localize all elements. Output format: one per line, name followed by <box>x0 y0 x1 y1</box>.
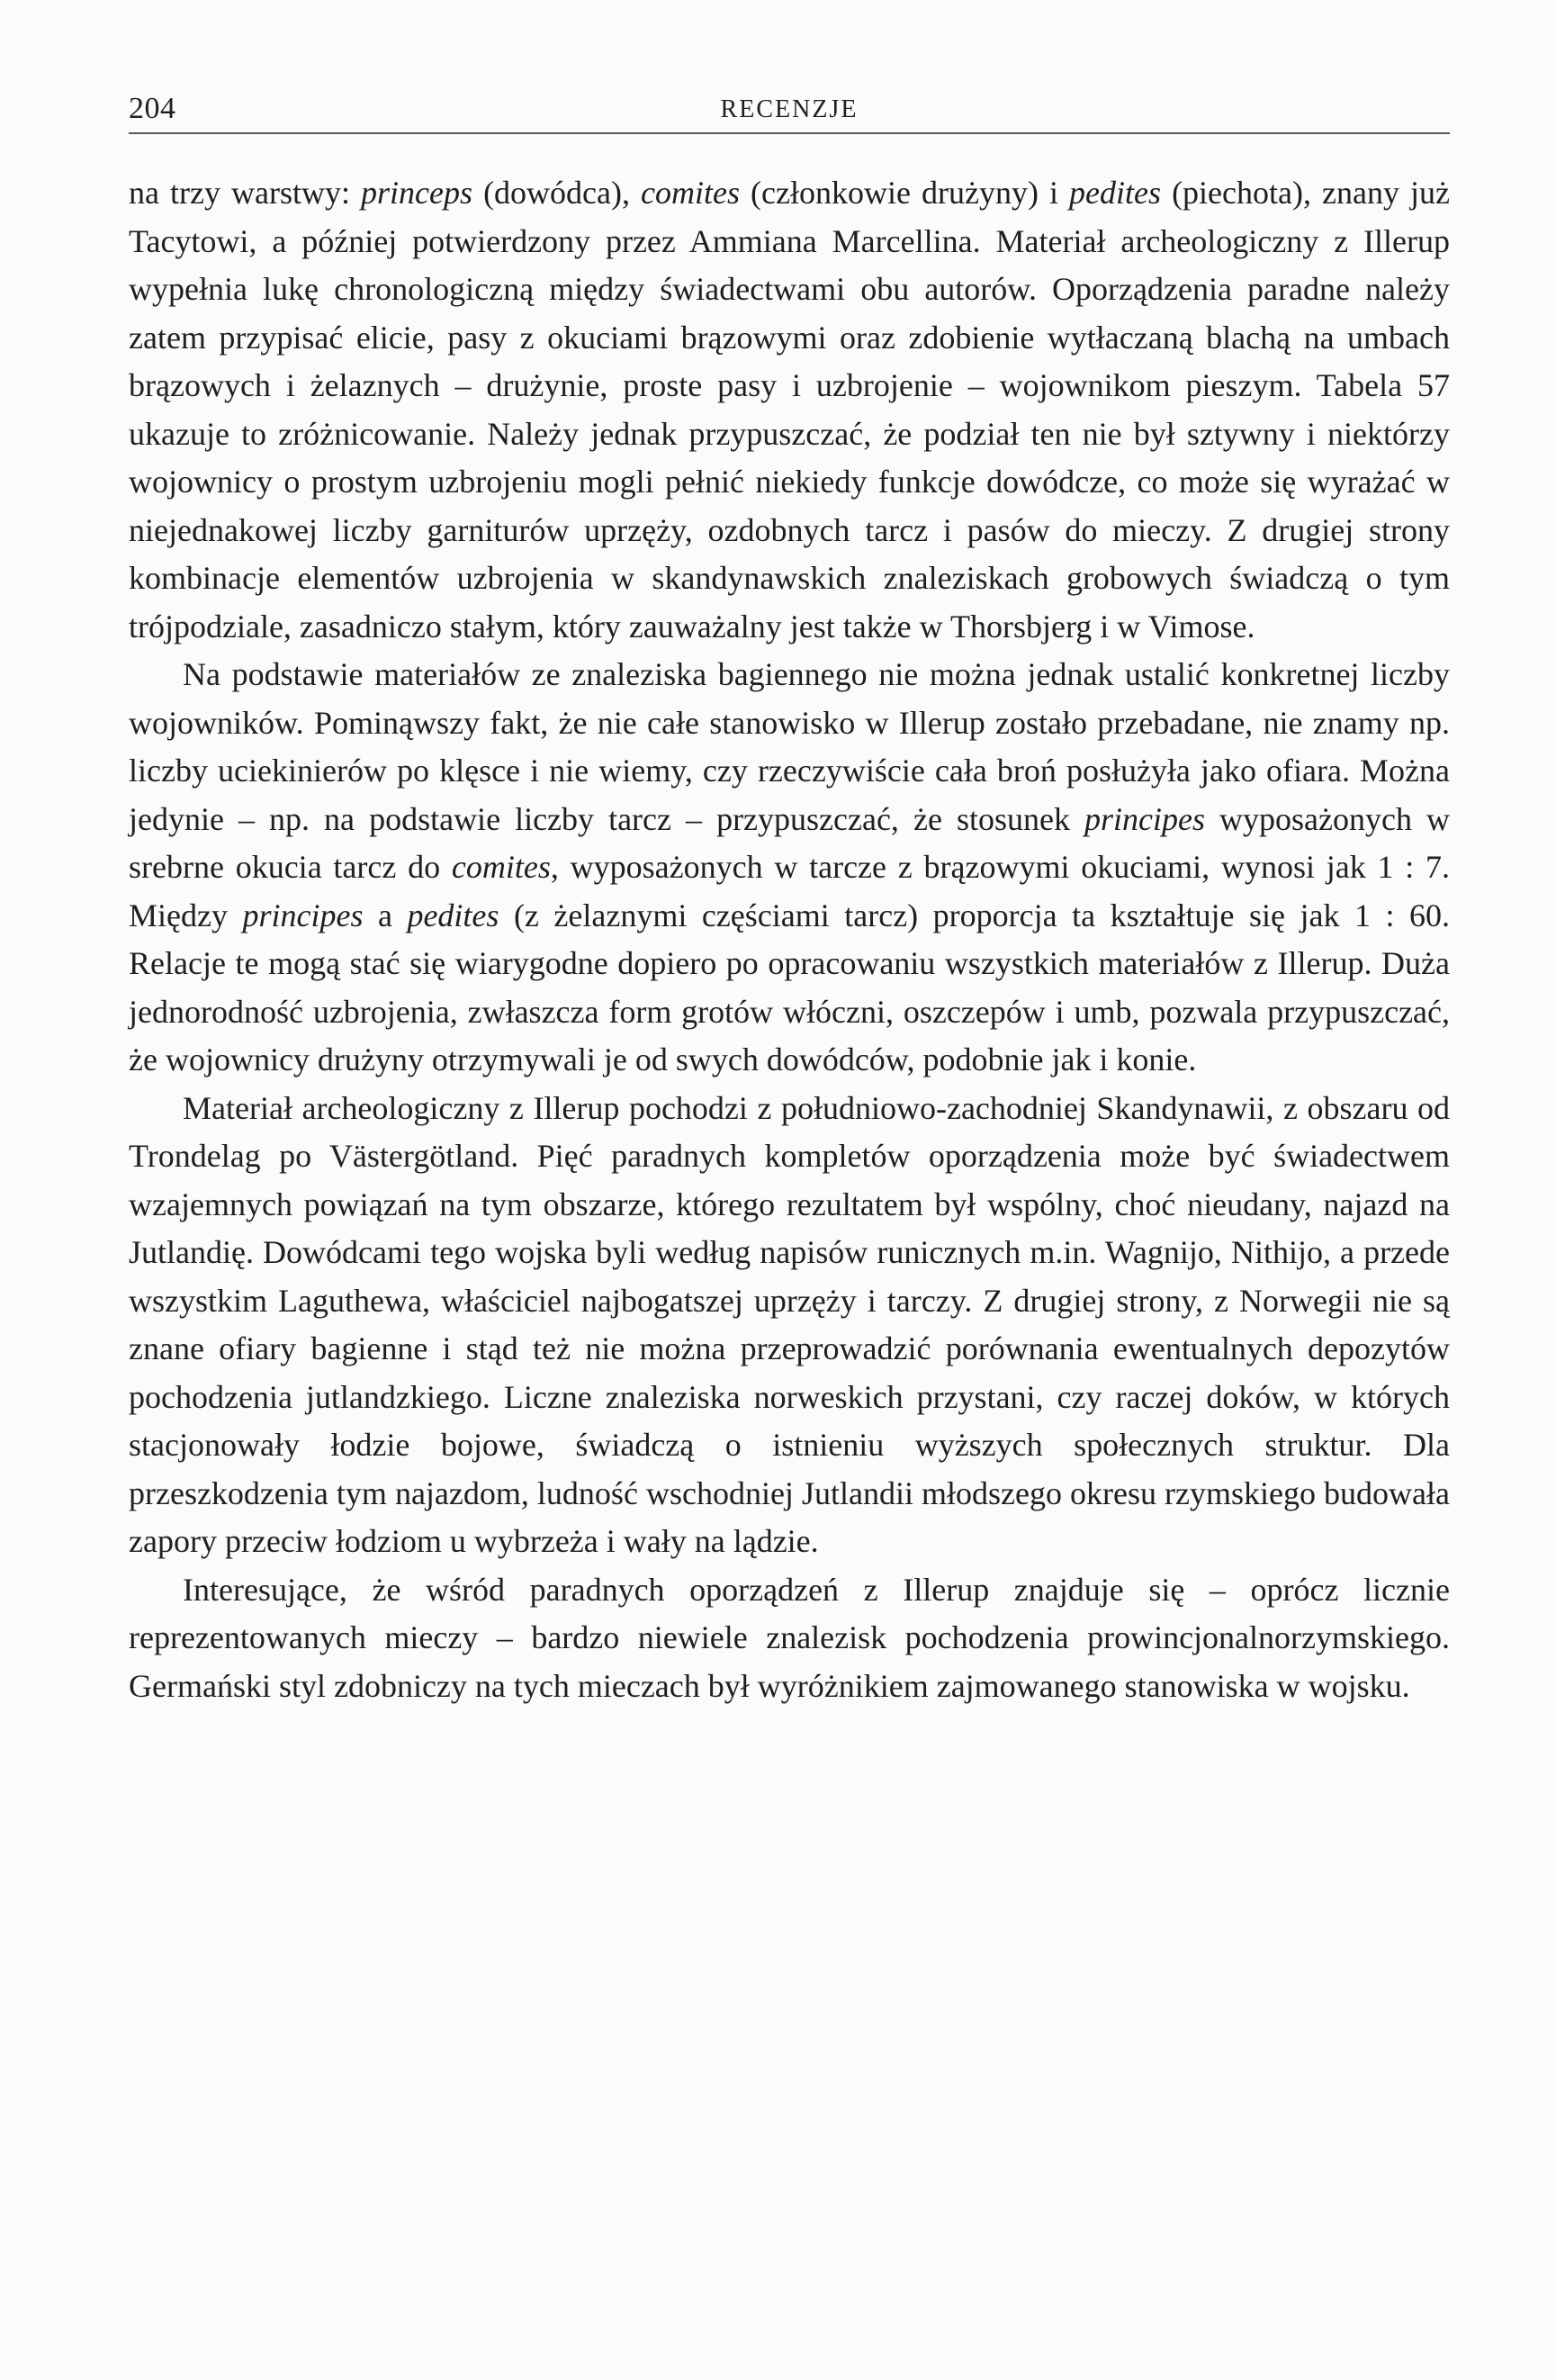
italic-term: pedites <box>407 897 499 933</box>
text-run: Materiał archeologiczny z Illerup pochodzi z południowo-zachodniej Skandynawii, z obszaru od Trondelag po Västergötland. Pięć paradnych kompletów oporządzenia może być świadectwem wzajemnych powiązań na tym obszarze, którego rezultatem był wspólny, choć nieudany, najazd na Jutlandię. Dowódcami tego wojska byli według napisów runicznych m.in. Wagnijo, Nithijo, a przede wszystkim Laguthewa, właściciel najbogatszej uprzęży i tarczy. Z drugiej strony, z Norwegii nie są znane ofiary bagienne i stąd też nie można przeprowadzić porównania ewentualnych depozytów pochodzenia jutlandzkiego. Liczne znaleziska norweskich przystani, czy raczej doków, w których stacjonowały łodzie bojowe, świadczą o istnieniu wyższych społecznych struktur. Dla przeszkodzenia tym najazdom, ludność wschodniej Jutlandii młodszego okresu rzymskiego budowała zapory przeciw łodziom u wybrzeża i wały na lądzie. <box>129 1089 1450 1559</box>
text-run: (z żelaznymi częściami tarcz) proporcja ta kształtuje się jak 1 : 60. Relacje te mogą stać się wiarygodne dopiero po opracowaniu wszystkich materiałów z Illerup. Duża jednorodność uzbrojenia, zwłaszcza form grotów włóczni, oszczepów i umb, pozwala przypuszczać, że wojownicy drużyny otrzymywali je od swych dowódców, podobnie jak i konie. <box>129 897 1451 1077</box>
italic-term: pedites <box>1069 175 1162 211</box>
italic-term: comites <box>451 849 551 885</box>
running-head <box>129 83 1450 133</box>
text-run: na trzy warstwy: <box>129 175 362 211</box>
paragraph-3 <box>129 1085 1450 1566</box>
header-rule <box>129 132 1450 134</box>
text-run: Na podstawie materiałów ze znaleziska bagiennego nie można jednak ustalić konkretnej liczby wojowników. Pominąwszy fakt, że nie całe stanowisko w Illerup zostało przebadane, nie znamy np. liczby uciekinierów po klęsce i nie wiemy, czy rzeczywiście cała broń posłużyła jako ofiara. Można jedynie – np. na podstawie liczby tarcz – przypuszczać, że stosunek <box>129 656 1450 837</box>
paragraph-1 <box>129 169 1450 651</box>
text-run: (piechota), znany już Tacytowi, a później potwierdzony przez Ammiana Marcellina. Materiał archeologiczny z Illerup wypełnia lukę chronologiczną między świadectwami obu autorów. Oporządzenia paradne należy zatem przypisać elicie, pasy z okuciami brązowymi oraz zdobienie wytłaczaną blachą na umbach brązowych i żelaznych – drużynie, proste pasy i uzbrojenie – wojownikom pieszym. Tabela 57 ukazuje to zróżnicowanie. Należy jednak przypuszczać, że podział ten nie był sztywny i niektórzy wojownicy o prostym uzbrojeniu mogli pełnić niekiedy funkcje dowódcze, co może się wyrażać w niejednakowej liczby garniturów uprzęży, ozdobnych tarcz i pasów do mieczy. Z drugiej strony kombinacje elementów uzbrojenia w skandynawskich znaleziskach grobowych świadczą o tym trójpodziale, zasadniczo stałym, który zauważalny jest także w Thorsbjerg i w Vimose. <box>129 175 1450 645</box>
text-run: (członkowie drużyny) i <box>740 175 1070 211</box>
section-title: RECENZJE <box>720 95 859 123</box>
italic-term: princeps <box>361 175 473 211</box>
text-run: , wyposażonych w tarcze z brązowymi okuciami, wynosi jak 1 : 7. Między <box>129 849 1450 933</box>
text-run: wyposażonych w srebrne okucia tarcz do <box>129 800 1450 885</box>
italic-term: comites <box>641 175 741 211</box>
italic-term: principes <box>242 897 364 933</box>
page-number: 204 <box>129 92 176 125</box>
text-run: Interesujące, że wśród paradnych oporządzeń z Illerup znajduje się – oprócz licznie reprezentowanych mieczy – bardzo niewiele znalezisk pochodzenia prowincjonalnorzymskiego. Germański styl zdobniczy na tych mieczach był wyróżnikiem zajmowanego stanowiska w wojsku. <box>129 1571 1450 1704</box>
text-run: a <box>363 897 408 933</box>
paragraph-4 <box>129 1566 1450 1711</box>
text-run: (dowódca), <box>472 175 642 211</box>
paragraph-2 <box>129 651 1450 1085</box>
italic-term: principes <box>1084 800 1205 837</box>
body-text <box>129 169 1450 1710</box>
